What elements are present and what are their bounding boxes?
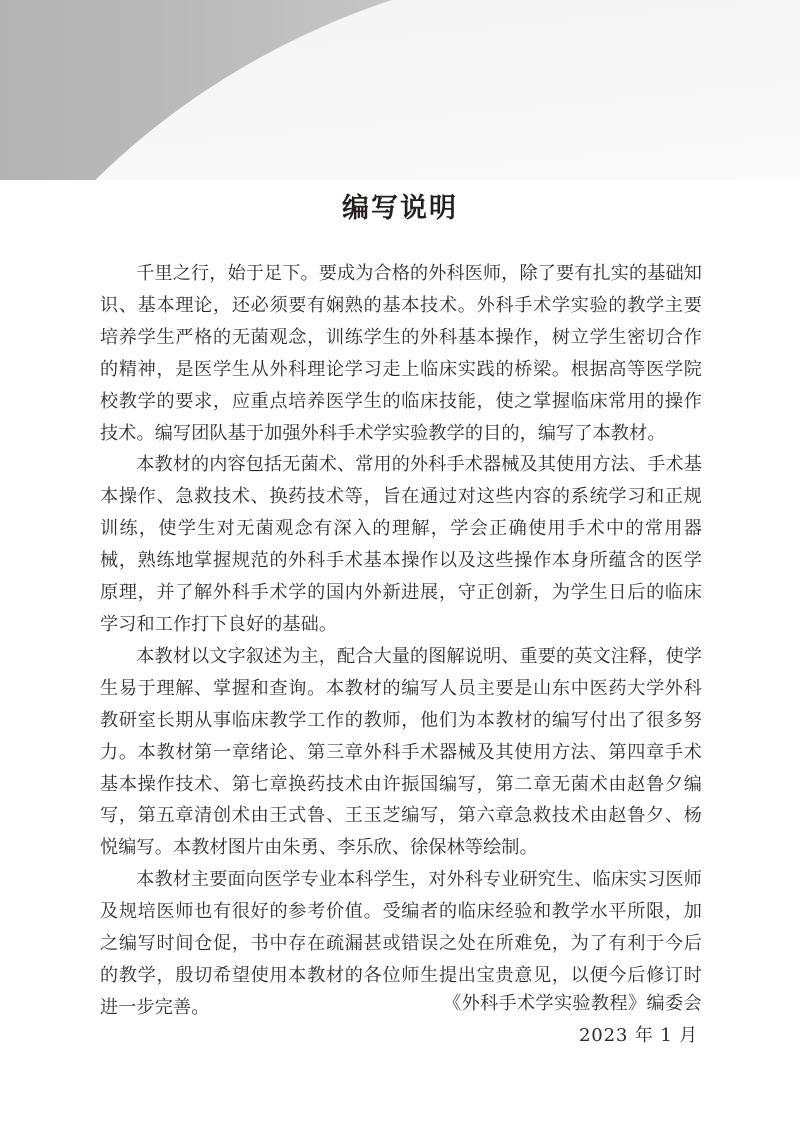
paragraph: 本教材的内容包括无菌术、常用的外科手术器械及其使用方法、手术基本操作、急救技术、换药技术等，旨在通过对这些内容的系统学习和正规训练，使学生对无菌观念有深入的理解，学会正确使用手术中的常用器械，熟练地掌握规范的外科手术基本操作以及这些操作本身所蕴含的医学原理，并了解外科手术学的国内外新进展，守正创新，为学生日后的临床学习和工作打下良好的基础。 [100, 454, 702, 635]
signature-block [100, 988, 702, 1052]
paragraph: 本教材主要面向医学专业本科学生，对外科专业研究生、临床实习医师及规培医师也有很好的参考价值。受编者的临床经验和教学水平所限，加之编写时间仓促，书中存在疏漏甚或错误之处在所难免，为了有利于今后的教学，殷切希望使用本教材的各位师生提出宝贵意见，以便今后修订时进一步完善。 [100, 869, 702, 1018]
body-copy [100, 258, 702, 1024]
signature-date: 2023 年 1 月 [578, 1024, 698, 1046]
page-title: 编写说明 [342, 193, 458, 224]
signature-author: 《外科手术学实验教程》编委会 [443, 993, 702, 1014]
paragraph: 千里之行，始于足下。要成为合格的外科医师，除了要有扎实的基础知识、基本理论，还必须要有娴熟的基本技术。外科手术学实验的教学主要培养学生严格的无菌观念，训练学生的外科基本操作，树立学生密切合作的精神，是医学生从外科理论学习走上临床实践的桥梁。根据高等医学院校教学的要求，应重点培养医学生的临床技能，使之掌握临床常用的操作技术。编写团队基于加强外科手术学实验教学的目的，编写了本教材。 [100, 263, 702, 444]
paragraph: 本教材以文字叙述为主，配合大量的图解说明、重要的英文注释，使学生易于理解、掌握和查询。本教材的编写人员主要是山东中医药大学外科教研室长期从事临床教学工作的教师，他们为本教材的编写付出了很多努力。本教材第一章绪论、第三章外科手术器械及其使用方法、第四章手术基本操作技术、第七章换药技术由许振国编写，第二章无菌术由赵鲁夕编写，第五章清创术由王式鲁、王玉芝编写，第六章急救技术由赵鲁夕、杨悦编写。本教材图片由朱勇、李乐欣、徐保林等绘制。 [100, 645, 702, 859]
